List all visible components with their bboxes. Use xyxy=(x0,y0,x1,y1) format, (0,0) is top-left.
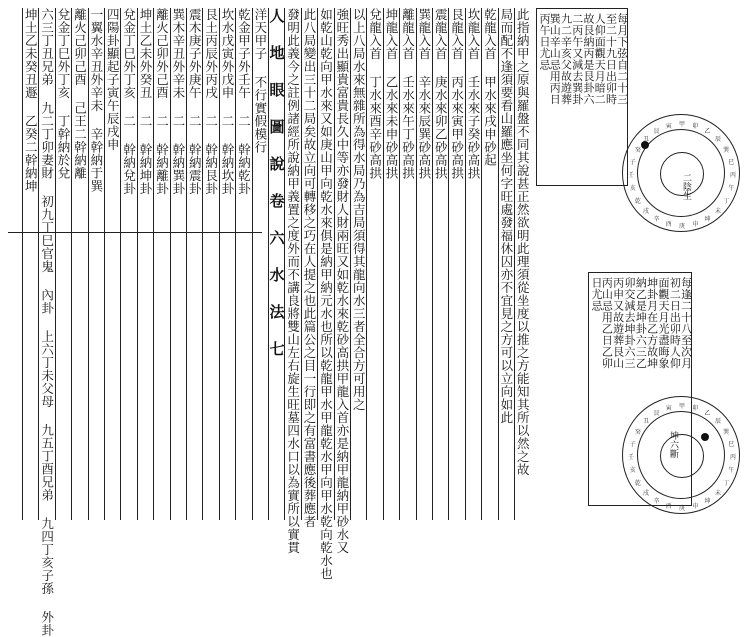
dial-label: 坤六斷 xyxy=(668,431,678,458)
panel-row: 巽山辛山忌用丙日 xyxy=(548,13,562,105)
column-text: 離火己卯外己酉 二 幹納離卦 xyxy=(154,8,170,195)
dial-tick: 庚 xyxy=(679,223,686,230)
column-text: 坤土乙未癸丑遯 乙癸二幹納坤 xyxy=(23,8,39,193)
text-column xyxy=(38,8,55,637)
text-column xyxy=(366,8,382,520)
dial-tick: 子 xyxy=(629,158,636,166)
text-column xyxy=(465,8,481,520)
column-text: 巽龍入首 辛水來辰巽砂高拱 xyxy=(416,8,432,180)
column-text: 強旺秀出顯貴富貴長久中等亦發財人財兩旺又如乾水來乾砂高拱甲龍入首亦是納甲龍納甲砂水又 xyxy=(334,8,350,554)
top-panel-text xyxy=(536,8,628,186)
panel-row: 人仰面觀天月暗二 xyxy=(593,13,607,105)
panel-row: 每月下弦自二十三 xyxy=(615,13,629,105)
text-column xyxy=(284,8,301,554)
text-column xyxy=(202,8,218,520)
panel-row: 坤卦月在乙方故坤 xyxy=(645,277,659,369)
dial-tick: 辰 xyxy=(715,417,722,425)
panel-footer: 日尤忌 xyxy=(590,277,603,312)
text-column xyxy=(317,8,334,580)
dial-tick: 亥 xyxy=(629,467,636,475)
dial-tick: 乙 xyxy=(704,409,711,417)
dial-tick: 乾 xyxy=(634,197,641,205)
text-column xyxy=(432,8,448,520)
text-column xyxy=(334,8,350,554)
column-text: 離龍入首 壬水來午丁砂高拱 xyxy=(400,8,416,180)
text-column xyxy=(22,8,38,520)
text-column xyxy=(252,8,268,520)
dial-tick: 艮 xyxy=(653,127,660,135)
dial-tick: 甲 xyxy=(679,403,686,410)
dial-tick: 乙 xyxy=(704,127,711,135)
column-text: 如乾山乾向甲水來又如庚山甲向乾水來俱是納甲納元水也所以乾龍甲水甲龍乾水甲向甲水乾向乾水也 xyxy=(318,8,334,580)
text-column xyxy=(219,8,235,520)
dial-tick: 戌 xyxy=(642,208,649,216)
text-column xyxy=(301,8,318,528)
column-text: 四陽卦顯起子寅午辰戌申 xyxy=(105,8,121,151)
text-column xyxy=(383,8,399,520)
column-text: 此八局變出三十二局矣故立向可轉移之巧在人提之也此篇公之目一行即之有富書應後葬應者 xyxy=(302,8,318,528)
text-column xyxy=(235,8,251,520)
dial-tick: 甲 xyxy=(679,121,686,128)
panel-row: 二丙午又減去巽卦 xyxy=(570,13,584,105)
column-text: 人 地 眼 圖 說 卷 六 水 法 七 xyxy=(267,8,286,358)
dial-tick: 子 xyxy=(629,440,636,448)
text-column xyxy=(88,8,104,520)
panel-row: 初二日出卯時人仰 xyxy=(668,277,682,369)
text-column xyxy=(137,8,153,520)
dial-tick: 酉 xyxy=(665,503,672,511)
dial-tick: 辛 xyxy=(653,216,660,224)
section-rule xyxy=(8,232,262,233)
column-text: 坎水戊寅外戊申 二 幹納坎卦 xyxy=(220,8,236,195)
text-column xyxy=(55,8,71,520)
dial-tick: 寅 xyxy=(665,122,672,130)
dial-tick: 坤 xyxy=(704,216,711,224)
text-column xyxy=(104,8,120,520)
column-text: 離火己卯己酉 己王二幹納離 xyxy=(72,8,88,180)
dial-tick: 戌 xyxy=(642,490,649,498)
dial-tick: 辛 xyxy=(653,498,660,506)
dial-tick: 癸 xyxy=(634,146,641,154)
column-text: 震木庚子外庚午 二 幹納震卦 xyxy=(187,8,203,195)
compass-dial-top xyxy=(622,114,740,232)
panel-footer: 丙午日尤忌 xyxy=(538,13,551,71)
column-text: 洋天甲子 不行實假模行 xyxy=(252,8,268,154)
dial-tick: 艮 xyxy=(653,409,660,417)
dial-tick: 申 xyxy=(692,221,699,229)
column-text: 乾龍入首 甲水來戌申砂起 xyxy=(482,8,498,167)
dial-tick: 坤 xyxy=(704,498,711,506)
dial-tick: 辰 xyxy=(715,135,722,143)
dial-tick: 寅 xyxy=(665,404,672,412)
text-column xyxy=(120,8,136,520)
column-text: 兌金丁巳外丁亥 二 幹納兌卦 xyxy=(121,8,137,195)
dial-tick: 乾 xyxy=(634,479,641,487)
column-text: 震龍入首 庚水來卯乙砂高拱 xyxy=(433,8,449,180)
panel-row: 丙山忌用乙日乙卯 xyxy=(600,277,614,369)
text-column xyxy=(399,8,415,520)
column-text: 艮龍入首 丙水來寅甲砂高拱 xyxy=(449,8,465,180)
dial-tick: 巽 xyxy=(723,146,730,154)
text-column xyxy=(514,8,530,520)
column-text: 發明此義今之註例諸經所說納甲義置之度外而不講良將雙山左右旋生旺墓四水口以為實所以實貫 xyxy=(285,8,301,554)
text-column xyxy=(448,8,464,520)
dial-tick: 未 xyxy=(715,208,722,216)
dial-tick: 丙 xyxy=(730,172,737,179)
dial-label: 二陰生 xyxy=(681,173,691,200)
panel-row: 面觀天月光盡晦象 xyxy=(657,277,670,369)
column-text: 一翼水辛丑外辛未 辛幹納于巽 xyxy=(88,8,104,193)
column-text: 局而配不逢須要看山羅應坐何字旺處發福休囚亦不宜見之方可以立向如此 xyxy=(498,8,514,424)
dial-tick: 庚 xyxy=(679,505,686,512)
column-text: 六三丁丑兄弟 九二丁卯妻財 初九丁巳官鬼 內卦 上六丁未父母 九五丁酉兄弟 九四丁亥子孫 外卦 xyxy=(39,8,55,637)
dial-tick: 卯 xyxy=(692,404,699,412)
panel-row: 故艮納丙是艮卦六 xyxy=(582,13,595,105)
text-column xyxy=(498,8,514,520)
dial-tick: 亥 xyxy=(629,185,636,193)
column-text: 艮土丙辰外丙戌 二 幹納艮卦 xyxy=(203,8,219,195)
panel-row: 納乙是坤卦六三乙 xyxy=(634,277,648,369)
dial-tick: 丁 xyxy=(723,479,730,487)
panel-row: 九二辛亥父故遊葬 xyxy=(559,13,573,105)
dial-tick: 巳 xyxy=(728,158,735,166)
dial-tick: 巽 xyxy=(723,428,730,436)
dial-tick: 未 xyxy=(715,490,722,498)
chapter-title xyxy=(268,8,284,520)
panel-row: 至二十九日出卯時 xyxy=(604,13,618,105)
dial-tick: 申 xyxy=(692,503,699,511)
text-column xyxy=(350,8,366,520)
dial-tick: 丁 xyxy=(723,197,730,205)
column-text: 兌龍入首 丁水來酉辛砂高拱 xyxy=(367,8,383,180)
column-text: 坤土乙未外癸丑 二 幹納坤卦 xyxy=(138,8,154,195)
dial-tick: 丙 xyxy=(730,454,737,461)
column-text: 巽木辛丑外辛未 二 幹納巽卦 xyxy=(170,8,186,195)
text-column xyxy=(416,8,432,520)
dial-tick: 巳 xyxy=(728,440,735,448)
dial-tick: 酉 xyxy=(665,221,672,229)
panel-row: 卯交減去坤卦六三 xyxy=(623,277,636,369)
text-column xyxy=(186,8,202,520)
dial-tick: 壬 xyxy=(628,172,635,179)
column-text: 坎龍入首 壬水來子癸砂高拱 xyxy=(466,8,482,180)
column-text: 乾金甲子外壬午 二 幹納乾卦 xyxy=(236,8,252,195)
text-column xyxy=(170,8,186,520)
dial-tick: 丑 xyxy=(642,417,649,425)
compass-dial-bottom xyxy=(622,396,740,514)
dial-tick: 卯 xyxy=(692,122,699,130)
dial-tick: 午 xyxy=(728,185,735,193)
text-column xyxy=(481,8,497,520)
panel-row: 丙申又故遊葬艮山 xyxy=(611,277,625,369)
column-text: 兌金丁巳外丁亥 丁幹納於兌 xyxy=(56,8,72,180)
text-column xyxy=(71,8,87,520)
moon-dot-icon xyxy=(701,433,709,441)
dial-tick: 午 xyxy=(728,467,735,475)
dial-tick: 壬 xyxy=(628,454,635,461)
column-text: 以上八局水來無雜所為得水局乃為吉局須得其龍向水三者全合方可用之 xyxy=(351,8,367,411)
column-text: 坤龍入首 乙水來未申砂高拱 xyxy=(384,8,400,180)
panel-row: 每逢二十八至次月 xyxy=(679,277,693,369)
text-column xyxy=(153,8,169,520)
dial-tick: 癸 xyxy=(634,428,641,436)
column-text: 此指納甲之原與羅盤不同其說甚正然欲明此理須從坐度以推之方能知其所以然之故 xyxy=(515,8,531,476)
dial-tick: 丑 xyxy=(642,135,649,143)
